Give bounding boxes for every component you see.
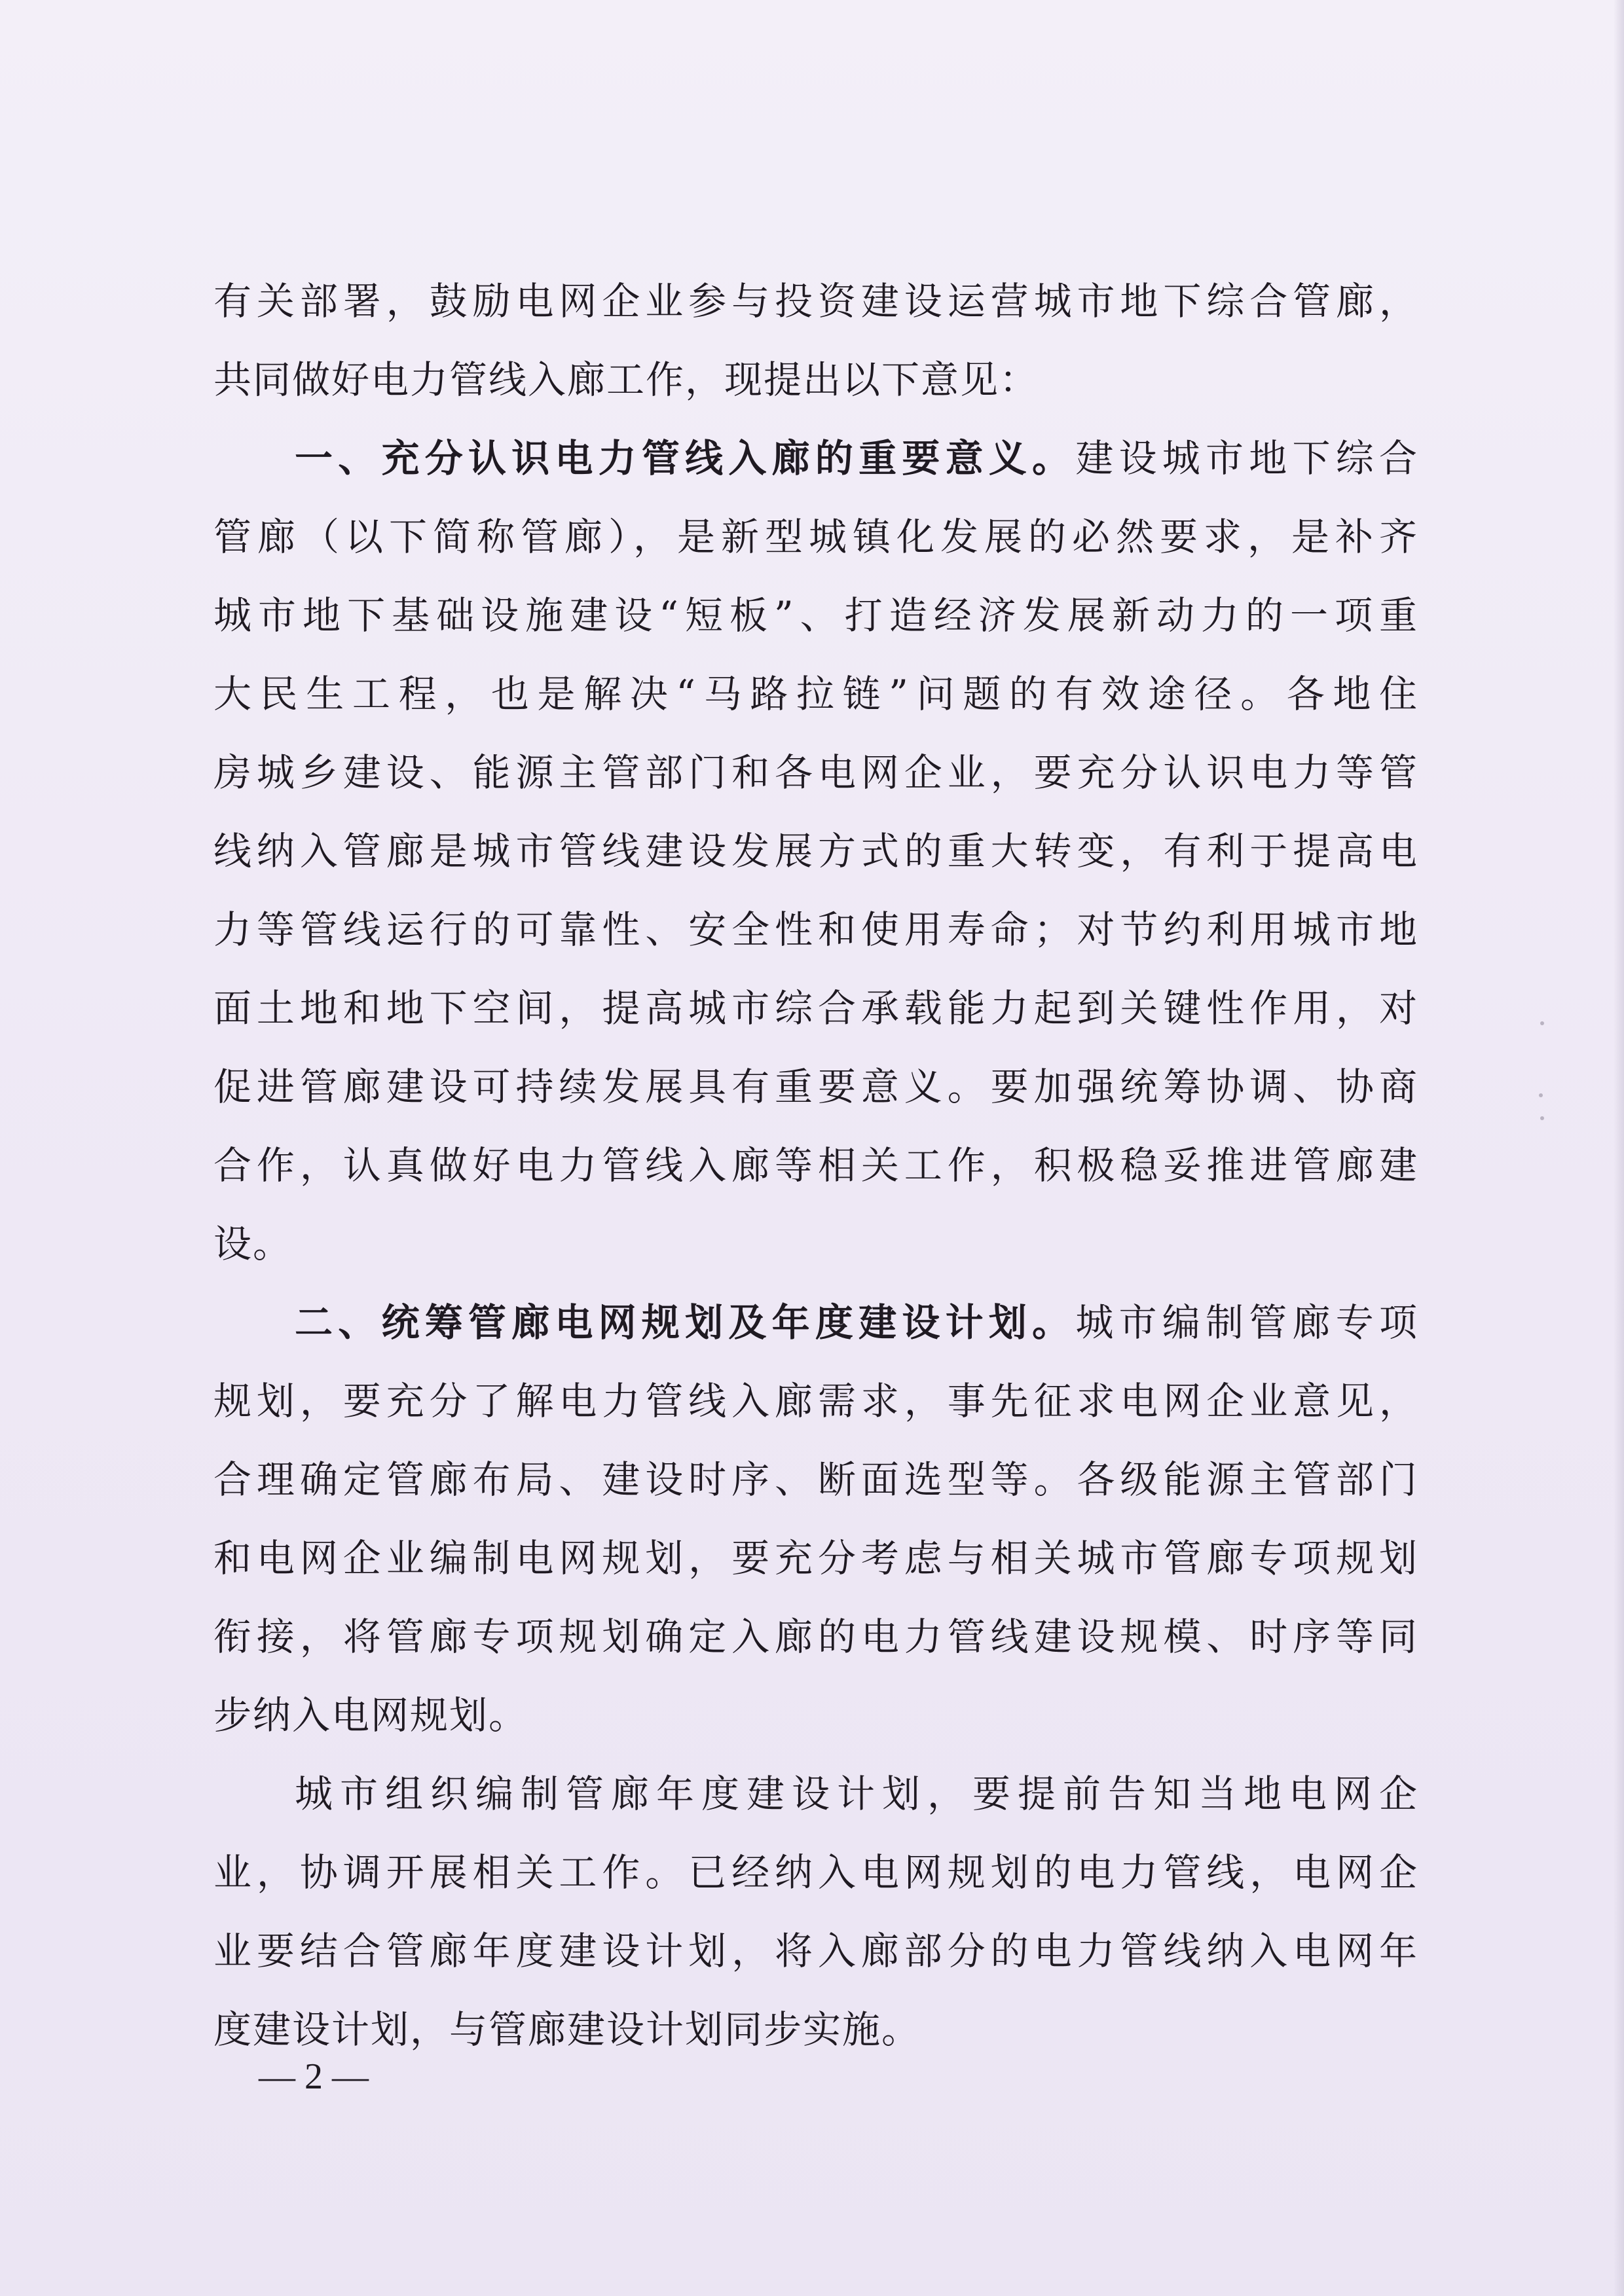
paper-edge-shadow (1614, 0, 1624, 2296)
body-line: 面土地和地下空间，提高城市综合承载能力起到关键性作用，对 (213, 986, 1418, 1030)
body-line: 合理确定管廊布局、建设时序、断面选型等。各级能源主管部门 (213, 1457, 1418, 1502)
body-line: 房城乡建设、能源主管部门和各电网企业，要充分认识电力等管 (213, 750, 1418, 795)
section-2-first-line (213, 1283, 1418, 1362)
body-line: 大民生工程，也是解决“马路拉链”问题的有效途径。各地住 (213, 672, 1418, 716)
body-line: 力等管线运行的可靠性、安全性和使用寿命；对节约利用城市地 (213, 907, 1418, 952)
body-line: 业，协调开展相关工作。已经纳入电网规划的电力管线，电网企 (213, 1850, 1418, 1895)
body-line: 衔接，将管廊专项规划确定入廊的电力管线建设规模、时序等同 (213, 1614, 1418, 1659)
paper-speck (1540, 1116, 1544, 1120)
paragraph-3-first-line: 城市组织编制管廊年度建设计划，要提前告知当地电网企 (295, 1772, 1418, 1816)
body-line: 促进管廊建设可持续发展具有重要意义。要加强统筹协调、协商 (213, 1065, 1418, 1109)
paper-speck (1539, 1093, 1543, 1097)
body-text: 城市编制管廊专项 (1075, 1300, 1418, 1345)
body-line: 共同做好电力管线入廊工作，现提出以下意见： (213, 357, 1039, 402)
paper-speck (1540, 1021, 1544, 1025)
body-text: 建设城市地下综合 (1075, 436, 1418, 481)
body-line: 有关部署，鼓励电网企业参与投资建设运营城市地下综合管廊， (213, 279, 1418, 323)
body-line: 步纳入电网规划。 (213, 1693, 528, 1738)
body-line: 城市地下基础设施建设“短板”、打造经济发展新动力的一项重 (213, 593, 1418, 638)
section-1-heading: 一、充分认识电力管线入廊的重要意义。 (295, 436, 1076, 481)
body-line: 业要结合管廊年度建设计划，将入廊部分的电力管线纳入电网年 (213, 1929, 1418, 1973)
section-1-first-line (213, 419, 1418, 498)
body-line: 规划，要充分了解电力管线入廊需求，事先征求电网企业意见， (213, 1379, 1418, 1423)
body-line: 线纳入管廊是城市管线建设发展方式的重大转变，有利于提高电 (213, 829, 1418, 873)
section-2-heading: 二、统筹管廊电网规划及年度建设计划。 (295, 1300, 1076, 1345)
page-number: — 2 — (259, 2056, 369, 2097)
body-line: 和电网企业编制电网规划，要充分考虑与相关城市管廊专项规划 (213, 1536, 1418, 1580)
body-line: 管廊（以下简称管廊），是新型城镇化发展的必然要求，是补齐 (213, 515, 1418, 559)
body-line: 设。 (213, 1222, 293, 1266)
document-body (213, 262, 1418, 2069)
body-line: 度建设计划，与管廊建设计划同步实施。 (213, 2007, 921, 2052)
body-line: 合作，认真做好电力管线入廊等相关工作，积极稳妥推进管廊建 (213, 1143, 1418, 1188)
